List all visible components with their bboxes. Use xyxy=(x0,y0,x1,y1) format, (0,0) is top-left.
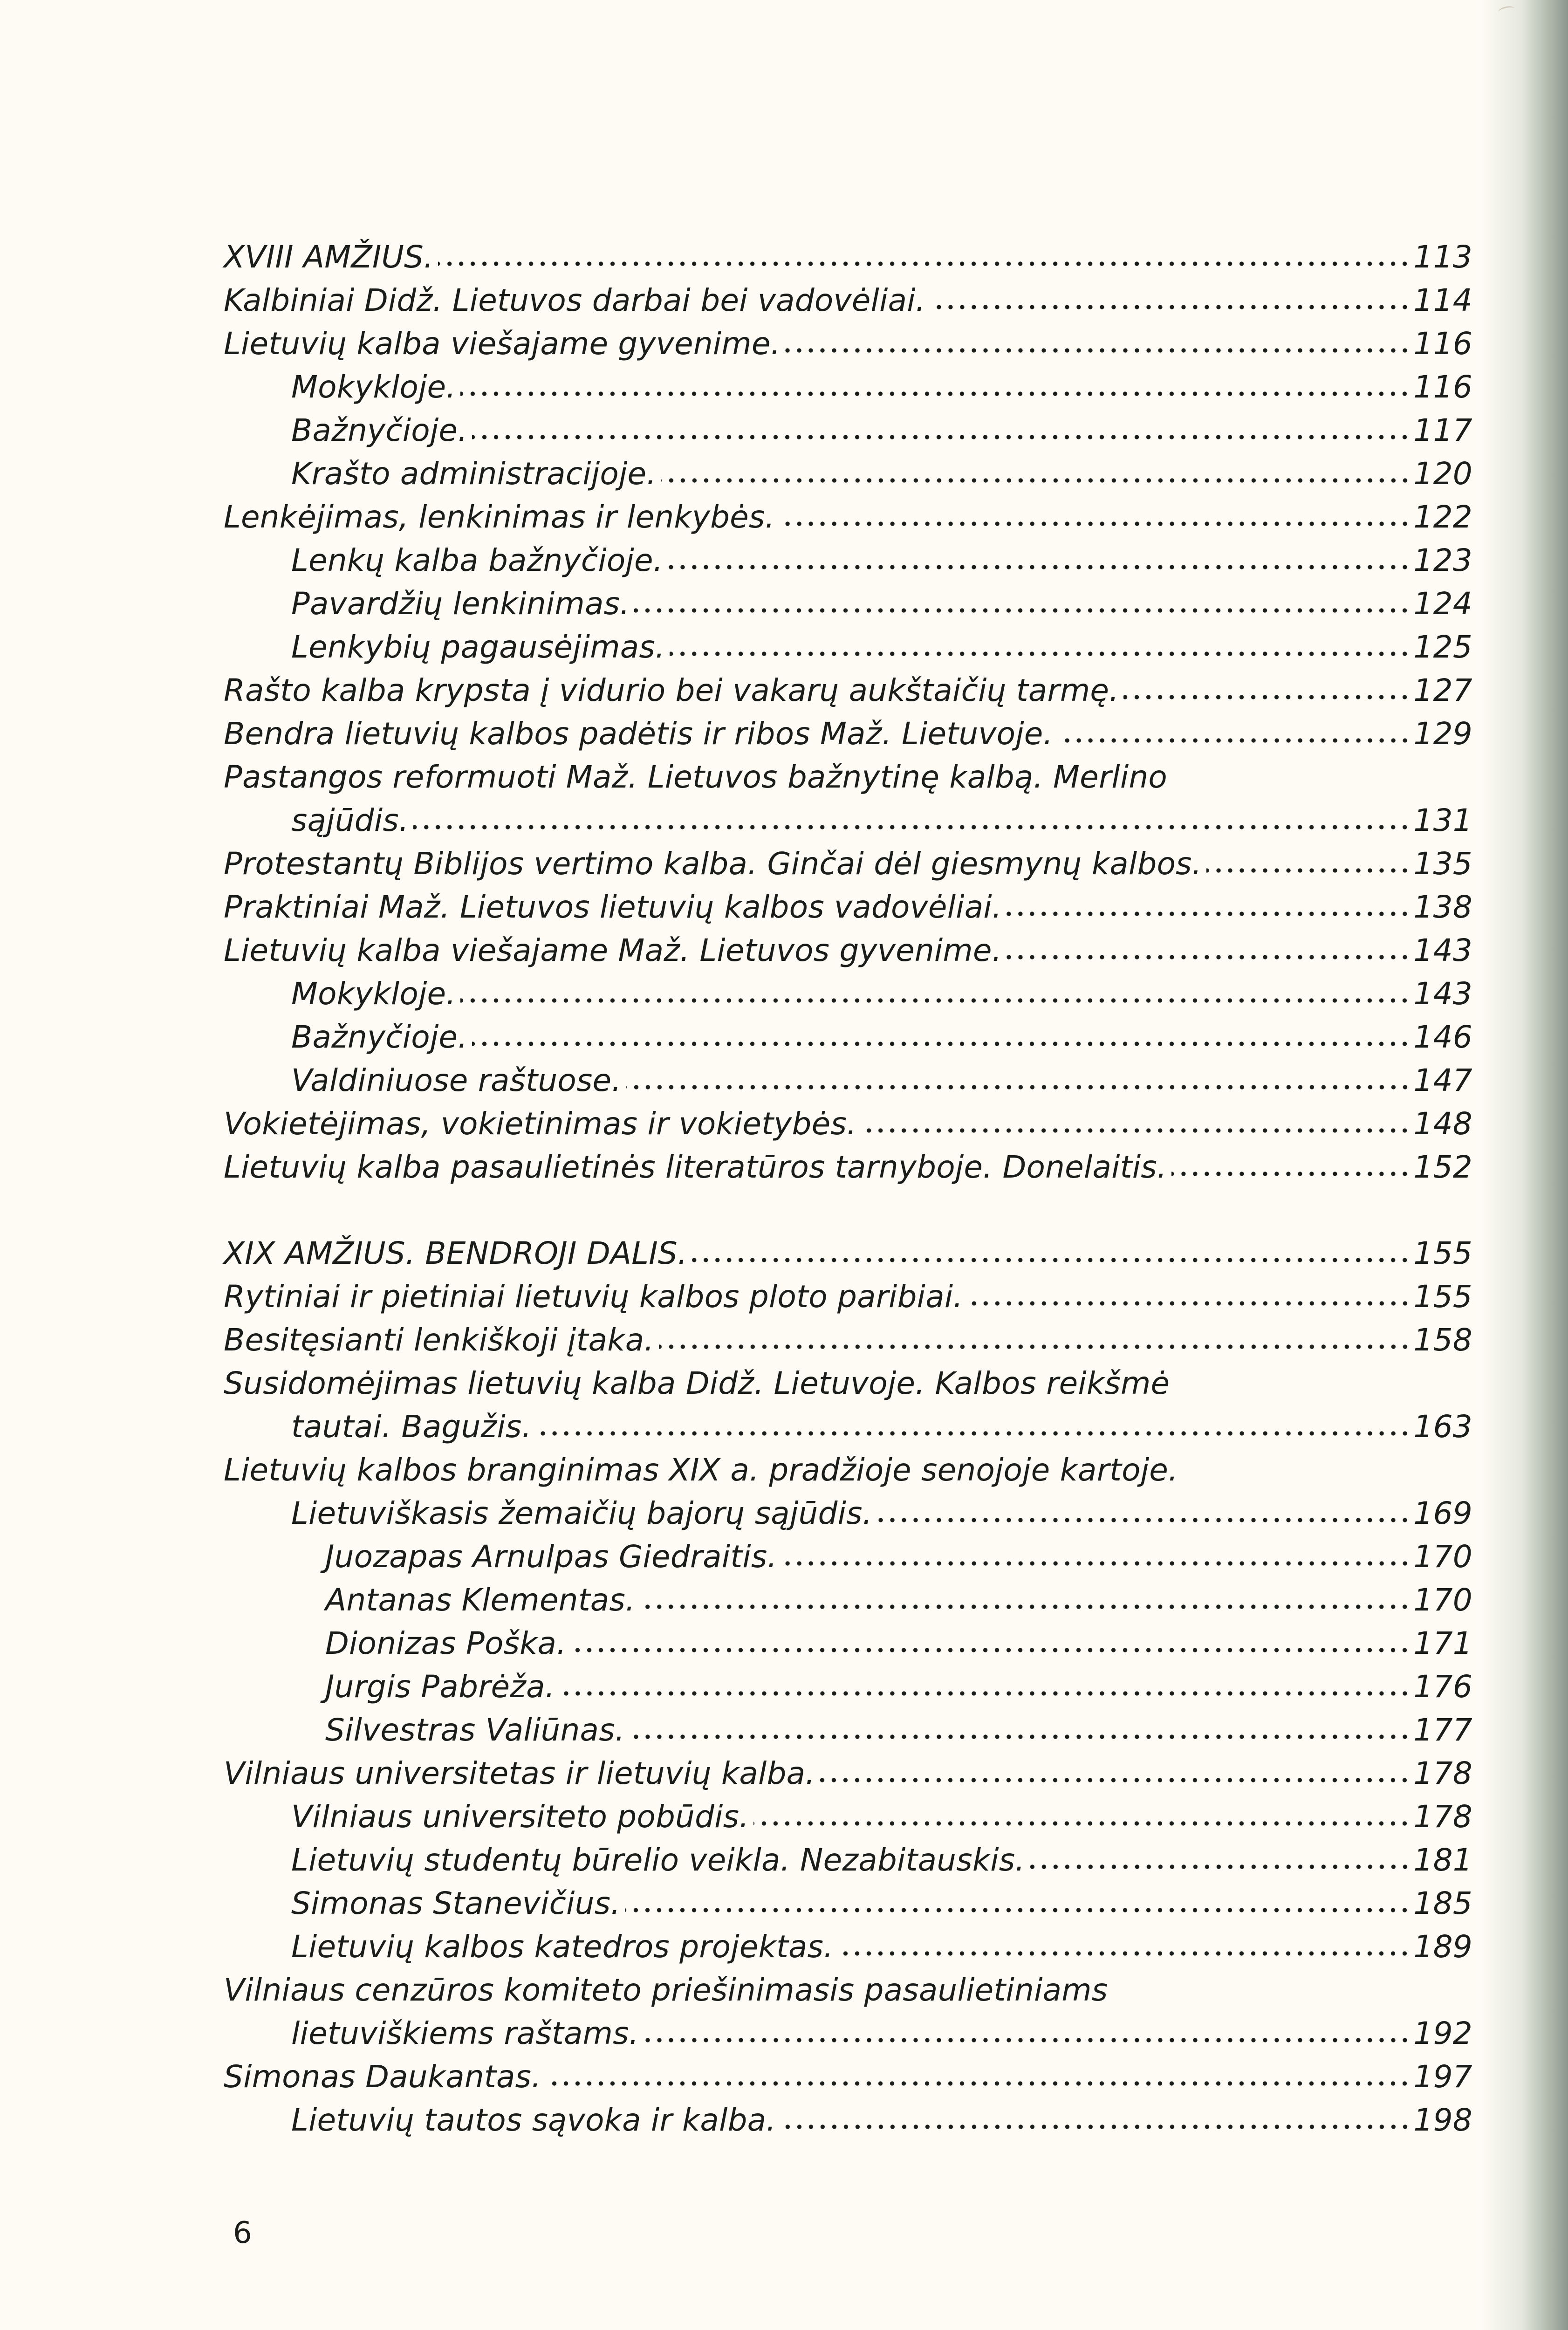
dot-leader xyxy=(625,1905,1411,1915)
dot-leader xyxy=(968,1299,1411,1308)
toc-entry-page: 125 xyxy=(1413,629,1472,665)
dot-leader xyxy=(640,1602,1411,1611)
toc-entry-page: 170 xyxy=(1413,1582,1472,1618)
toc-entry-page: 181 xyxy=(1413,1842,1472,1878)
toc-entry-title: Bendra lietuvių kalbos padėtis ir ribos Maž. Lietuvoje. xyxy=(224,716,1053,752)
toc-entry-page: 197 xyxy=(1413,2059,1472,2095)
toc-entry[interactable] xyxy=(224,1059,1472,1102)
toc-entry-page: 113 xyxy=(1413,239,1472,275)
toc-entry[interactable] xyxy=(224,582,1472,625)
dot-leader xyxy=(820,1775,1411,1785)
toc-entry-page: 192 xyxy=(1413,2015,1472,2051)
toc-entry[interactable] xyxy=(224,1492,1472,1535)
dot-leader xyxy=(546,2079,1411,2088)
dot-leader xyxy=(536,1429,1411,1438)
toc-entry[interactable] xyxy=(224,539,1472,582)
dot-leader xyxy=(1058,736,1411,745)
toc-entry-page: 114 xyxy=(1413,282,1472,318)
toc-entry-page: 131 xyxy=(1413,802,1472,838)
toc-entry-title: Krašto administracijoje. xyxy=(291,456,657,492)
dot-leader xyxy=(1206,866,1411,875)
dot-leader xyxy=(472,1039,1411,1048)
toc-entry-page: 158 xyxy=(1413,1322,1472,1358)
toc-entry-title: Pavardžių lenkinimas. xyxy=(291,586,630,622)
dot-leader xyxy=(780,519,1411,528)
toc-entry-page: 198 xyxy=(1413,2102,1472,2138)
dot-leader xyxy=(1123,692,1411,702)
dot-leader xyxy=(692,1255,1411,1265)
toc-entry-title: Jurgis Pabrėža. xyxy=(325,1669,555,1705)
toc-entry-title: Praktiniai Maž. Lietuvos lietuvių kalbos vadovėliai. xyxy=(224,889,1002,925)
toc-entry-title-continued: lietuviškiems raštams. xyxy=(291,2015,639,2051)
toc-entry-title: Antanas Klementas. xyxy=(325,1582,636,1618)
dot-leader xyxy=(781,2122,1411,2131)
toc-entry-page: 155 xyxy=(1413,1279,1472,1315)
toc-entry-page: 138 xyxy=(1413,889,1472,925)
toc-entry-title: Dionizas Poška. xyxy=(325,1625,567,1661)
toc-entry-title: Rašto kalba krypsta į vidurio bei vakarų aukštaičių tarmę. xyxy=(224,672,1119,708)
toc-entry-page: 163 xyxy=(1413,1409,1472,1445)
dot-leader xyxy=(1030,1862,1411,1871)
toc-entry[interactable] xyxy=(224,1145,1472,1189)
toc-entry[interactable] xyxy=(224,625,1472,669)
toc-entry[interactable] xyxy=(224,972,1472,1015)
dot-leader xyxy=(1007,909,1411,918)
toc-entry-title: Rytiniai ir pietiniai lietuvių kalbos ploto paribiai. xyxy=(224,1279,963,1315)
toc-entry-title: Susidomėjimas lietuvių kalba Didž. Lietuvoje. Kalbos reikšmė xyxy=(224,1365,1170,1401)
toc-entry-title: Juozapas Arnulpas Giedraitis. xyxy=(325,1539,777,1575)
dot-leader xyxy=(472,432,1411,442)
toc-entry-page: 148 xyxy=(1413,1106,1472,1142)
toc-entry[interactable] xyxy=(224,1882,1472,1925)
toc-entry-page: 143 xyxy=(1413,976,1472,1012)
toc-entry-title: XIX AMŽIUS. BENDROJI DALIS. xyxy=(224,1235,688,1271)
dot-leader xyxy=(838,1949,1411,1958)
toc-entry[interactable] xyxy=(224,1665,1472,1708)
toc-entry-page: 177 xyxy=(1413,1712,1472,1748)
page-number: 6 xyxy=(233,2216,252,2250)
toc-entry[interactable] xyxy=(224,452,1472,495)
table-of-contents xyxy=(224,235,1472,2142)
toc-entry[interactable] xyxy=(224,712,1472,755)
toc-entry-title: Simonas Stanevičius. xyxy=(291,1885,621,1921)
toc-entry-title: Protestantų Biblijos vertimo kalba. Ginčai dėl giesmynų kalbos. xyxy=(224,846,1202,882)
toc-entry[interactable] xyxy=(224,1448,1472,1492)
section-gap xyxy=(224,1189,1472,1232)
dot-leader xyxy=(560,1689,1411,1698)
toc-entry[interactable] xyxy=(224,1102,1472,1145)
toc-entry[interactable] xyxy=(224,1622,1472,1665)
toc-entry-continuation[interactable] xyxy=(224,799,1472,842)
toc-entry-title: Vokietėjimas, vokietinimas ir vokietybės. xyxy=(224,1106,857,1142)
toc-entry[interactable] xyxy=(224,495,1472,539)
toc-entry[interactable] xyxy=(224,1925,1472,1968)
toc-entry-page: 117 xyxy=(1413,412,1472,448)
toc-entry-title-continued: sąjūdis. xyxy=(291,802,409,838)
toc-entry-title: Lietuvių kalbos branginimas XIX a. pradžioje senojoje kartoje. xyxy=(224,1452,1178,1488)
toc-entry-continuation[interactable] xyxy=(224,2012,1472,2055)
toc-entry-page: 155 xyxy=(1413,1235,1472,1271)
toc-entry-page: 116 xyxy=(1413,369,1472,405)
dot-leader xyxy=(634,606,1411,615)
toc-entry[interactable] xyxy=(224,1708,1472,1752)
toc-entry[interactable] xyxy=(224,2098,1472,2142)
toc-entry-title: Simonas Daukantas. xyxy=(224,2059,541,2095)
toc-entry-page: 120 xyxy=(1413,456,1472,492)
toc-entry-page: 129 xyxy=(1413,716,1472,752)
toc-entry-title: Lenkėjimas, lenkinimas ir lenkybės. xyxy=(224,499,775,535)
toc-entry[interactable] xyxy=(224,1275,1472,1318)
toc-entry-title: Lietuvių tautos sąvoka ir kalba. xyxy=(291,2102,776,2138)
toc-entry-title: Bažnyčioje. xyxy=(291,412,468,448)
toc-entry-page: 127 xyxy=(1413,672,1472,708)
toc-entry[interactable] xyxy=(224,235,1472,279)
dot-leader xyxy=(753,1819,1411,1828)
toc-entry[interactable] xyxy=(224,842,1472,885)
toc-entry-page: 178 xyxy=(1413,1755,1472,1791)
dot-leader xyxy=(668,562,1411,572)
toc-entry[interactable] xyxy=(224,1752,1472,1795)
toc-entry[interactable] xyxy=(224,929,1472,972)
toc-entry-title: Besitęsianti lenkiškoji įtaka. xyxy=(224,1322,654,1358)
toc-entry-page: 147 xyxy=(1413,1062,1472,1098)
toc-entry-title: Lietuvių studentų būrelio veikla. Nezabitauskis. xyxy=(291,1842,1025,1878)
dot-leader xyxy=(460,996,1411,1005)
toc-entry-title: Pastangos reformuoti Maž. Lietuvos bažnytinę kalbą. Merlino xyxy=(224,759,1167,795)
toc-entry-title: Mokykloje. xyxy=(291,976,456,1012)
toc-entry-page: 170 xyxy=(1413,1539,1472,1575)
toc-entry-title: Bažnyčioje. xyxy=(291,1019,468,1055)
dot-leader xyxy=(626,1083,1411,1092)
toc-entry[interactable] xyxy=(224,322,1472,365)
dot-leader xyxy=(659,1342,1411,1351)
toc-entry-title: XVIII AMŽIUS. xyxy=(224,239,434,275)
dot-leader xyxy=(782,1559,1411,1568)
toc-entry[interactable] xyxy=(224,2055,1472,2098)
toc-entry-page: 176 xyxy=(1413,1669,1472,1705)
dot-leader xyxy=(630,1732,1411,1741)
dot-leader xyxy=(1007,953,1411,962)
dot-leader xyxy=(644,2035,1411,2045)
toc-entry-page: 146 xyxy=(1413,1019,1472,1055)
toc-entry-page: 189 xyxy=(1413,1929,1472,1965)
toc-entry-title: Valdiniuose raštuose. xyxy=(291,1062,622,1098)
dot-leader xyxy=(930,302,1411,312)
toc-entry-title: Lietuvių kalba viešajame gyvenime. xyxy=(224,326,781,362)
toc-entry[interactable] xyxy=(224,1838,1472,1882)
toc-entry-page: 185 xyxy=(1413,1885,1472,1921)
toc-entry-page: 152 xyxy=(1413,1149,1472,1185)
toc-entry-page: 178 xyxy=(1413,1799,1472,1835)
toc-entry[interactable] xyxy=(224,1578,1472,1622)
toc-entry[interactable] xyxy=(224,365,1472,409)
dot-leader xyxy=(413,822,1411,832)
dot-leader xyxy=(785,346,1411,355)
toc-entry[interactable] xyxy=(224,409,1472,452)
toc-entry-title: Vilniaus universiteto pobūdis. xyxy=(291,1799,749,1835)
toc-entry-title: Kalbiniai Didž. Lietuvos darbai bei vadovėliai. xyxy=(224,282,925,318)
toc-entry-page: 122 xyxy=(1413,499,1472,535)
toc-entry-page: 116 xyxy=(1413,326,1472,362)
toc-entry-title: Lietuviškasis žemaičių bajorų sąjūdis. xyxy=(291,1495,872,1531)
toc-entry-title: Vilniaus universitetas ir lietuvių kalba. xyxy=(224,1755,815,1791)
dot-leader xyxy=(460,389,1411,398)
toc-entry-page: 135 xyxy=(1413,846,1472,882)
toc-entry-title-continued: tautai. Bagužis. xyxy=(291,1409,532,1445)
toc-entry-continuation[interactable] xyxy=(224,1405,1472,1448)
toc-entry[interactable] xyxy=(224,885,1472,929)
dot-leader xyxy=(571,1645,1411,1655)
dot-leader xyxy=(661,476,1411,485)
dot-leader xyxy=(670,649,1411,658)
toc-entry-title: Mokykloje. xyxy=(291,369,456,405)
toc-entry-title: Lenkybių pagausėjimas. xyxy=(291,629,665,665)
dot-leader xyxy=(877,1515,1411,1525)
toc-entry-page: 169 xyxy=(1413,1495,1472,1531)
toc-entry-page: 171 xyxy=(1413,1625,1472,1661)
toc-entry-title: Lietuvių kalba pasaulietinės literatūros tarnyboje. Donelaitis. xyxy=(224,1149,1167,1185)
toc-entry[interactable] xyxy=(224,1232,1472,1275)
toc-entry[interactable] xyxy=(224,1362,1472,1405)
toc-entry[interactable] xyxy=(224,755,1472,799)
toc-entry-title: Lenkų kalba bažnyčioje. xyxy=(291,542,663,578)
dot-leader xyxy=(861,1126,1411,1135)
toc-entry[interactable] xyxy=(224,1318,1472,1362)
dot-leader xyxy=(1171,1169,1411,1179)
toc-entry[interactable] xyxy=(224,1535,1472,1578)
toc-entry-page: 123 xyxy=(1413,542,1472,578)
toc-entry-page: 143 xyxy=(1413,932,1472,968)
toc-entry-page: 124 xyxy=(1413,586,1472,622)
dot-leader xyxy=(438,259,1411,268)
toc-entry-title: Lietuvių kalba viešajame Maž. Lietuvos gyvenime. xyxy=(224,932,1002,968)
toc-entry[interactable] xyxy=(224,279,1472,322)
toc-entry-title: Vilniaus cenzūros komiteto priešinimasis pasaulietiniams xyxy=(224,1972,1108,2008)
toc-entry[interactable] xyxy=(224,1795,1472,1838)
pencil-mark xyxy=(1498,5,1516,16)
toc-entry-title: Silvestras Valiūnas. xyxy=(325,1712,625,1748)
toc-entry[interactable] xyxy=(224,669,1472,712)
toc-entry[interactable] xyxy=(224,1968,1472,2012)
toc-entry[interactable] xyxy=(224,1015,1472,1059)
toc-entry-title: Lietuvių kalbos katedros projektas. xyxy=(291,1929,834,1965)
